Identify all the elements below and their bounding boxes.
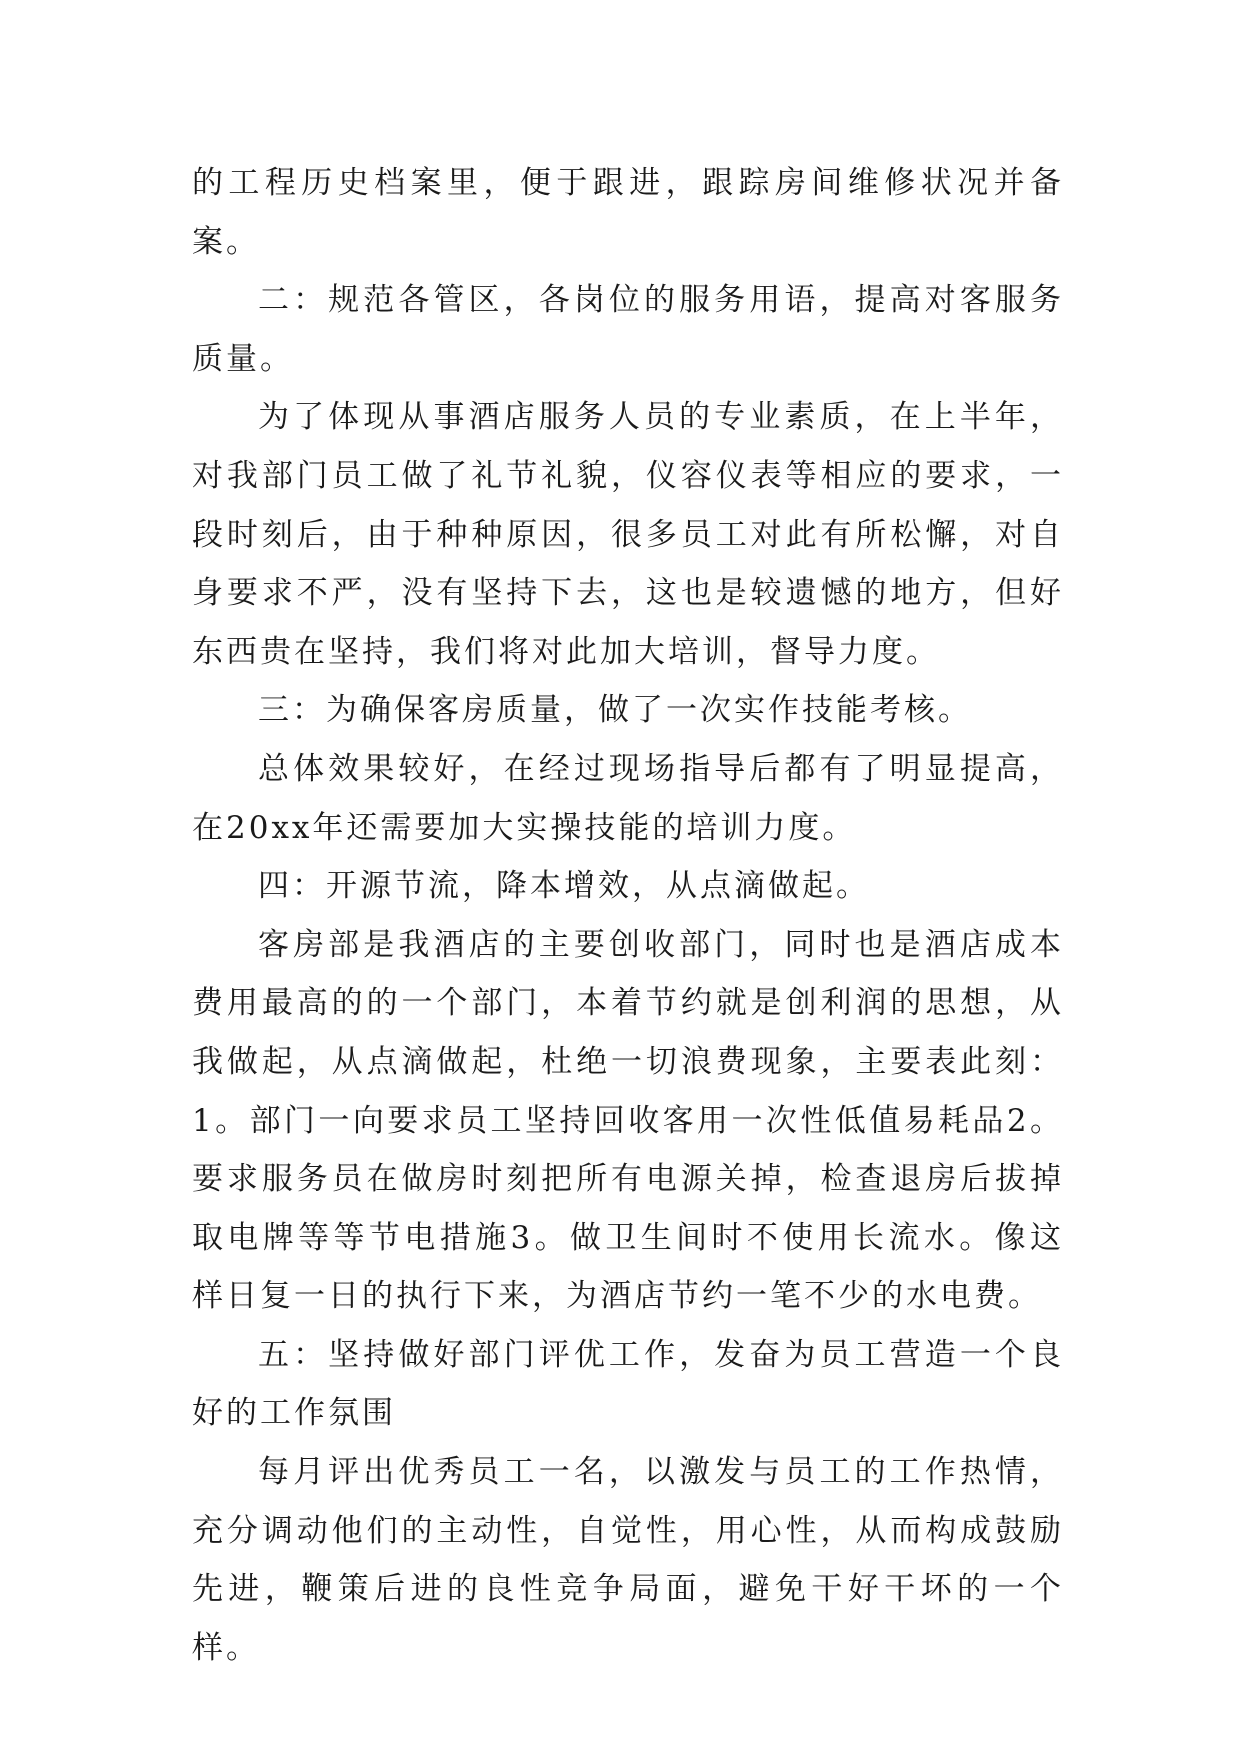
paragraph: 为了体现从事酒店服务人员的专业素质，在上半年，对我部门员工做了礼节礼貌，仪容仪表等相应的要求，一段时刻后，由于种种原因，很多员工对此有所松懈，对自身要求不严，没有坚持下去，这也是较遗憾的地方，但好东西贵在坚持，我们将对此加大培训，督导力度。 [192, 399, 1064, 670]
document-body [192, 154, 1064, 1677]
paragraph: 总体效果较好，在经过现场指导后都有了明显提高，在20xx年还需要加大实操技能的培训力度。 [192, 750, 1064, 846]
paragraph: 每月评出优秀员工一名，以激发与员工的工作热情，充分调动他们的主动性，自觉性，用心性，从而构成鼓励先进，鞭策后进的良性竞争局面，避免干好干坏的一个样。 [192, 1454, 1064, 1666]
section-heading-3: 三：为确保客房质量，做了一次实作技能考核。 [258, 692, 972, 729]
section-heading-5: 五：坚持做好部门评优工作，发奋为员工营造一个良好的工作氛围 [192, 1336, 1064, 1432]
paragraph: 客房部是我酒店的主要创收部门，同时也是酒店成本费用最高的的一个部门，本着节约就是创利润的思想，从我做起，从点滴做起，杜绝一切浪费现象，主要表此刻：1。部门一向要求员工坚持回收客用一次性低值易耗品2。要求服务员在做房时刻把所有电源关掉，检查退房后拔掉取电牌等等节电措施3。做卫生间时不使用长流水。像这样日复一日的执行下来，为酒店节约一笔不少的水电费。 [192, 926, 1064, 1315]
section-heading-2: 二：规范各管区，各岗位的服务用语，提高对客服务质量。 [192, 282, 1064, 377]
paragraph-continuation: 的工程历史档案里，便于跟进，跟踪房间维修状况并备案。 [192, 165, 1064, 260]
section-heading-4: 四：开源节流，降本增效，从点滴做起。 [258, 868, 870, 905]
